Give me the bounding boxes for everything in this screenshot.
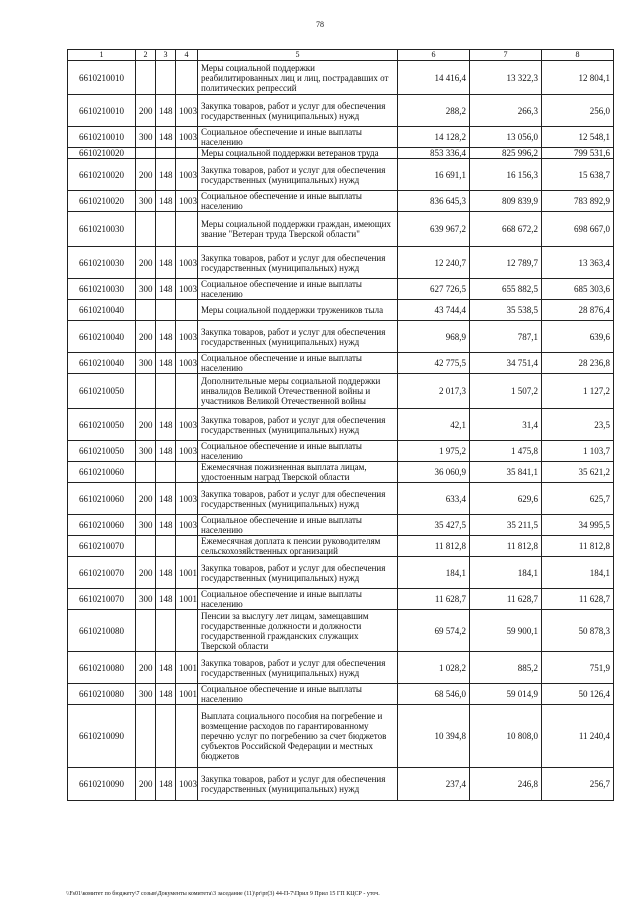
col3-cell: 148 [156,652,176,684]
value-col8-cell: 1 103,7 [542,441,614,462]
header-cell: 5 [198,50,398,61]
col2-cell: 300 [136,279,156,300]
name-cell: Дополнительные меры социальной поддержки инвалидов Великой Отечественной войны и участников Великой Отечественной войны [198,374,398,409]
value-col7-cell: 809 839,9 [470,191,542,212]
col4-cell: 1003 [176,127,198,148]
col3-cell: 148 [156,589,176,610]
value-col6-cell: 35 427,5 [398,515,470,536]
name-cell: Меры социальной поддержки ветеранов труда [198,148,398,159]
value-col8-cell: 50 878,3 [542,610,614,652]
budget-table [67,49,614,801]
name-cell: Меры социальной поддержки тружеников тыла [198,300,398,321]
col3-cell: 148 [156,127,176,148]
value-col6-cell: 1 975,2 [398,441,470,462]
header-cell: 6 [398,50,470,61]
value-col8-cell: 639,6 [542,321,614,353]
col4-cell: 1003 [176,95,198,127]
name-cell: Закупка товаров, работ и услуг для обеспечения государственных (муниципальных) нужд [198,247,398,279]
table-row [68,684,614,705]
value-col7-cell: 10 808,0 [470,705,542,768]
name-cell: Социальное обеспечение и иные выплаты населению [198,441,398,462]
value-col8-cell: 184,1 [542,557,614,589]
col2-cell: 200 [136,321,156,353]
col3-cell: 148 [156,159,176,191]
col2-cell [136,374,156,409]
code-cell: 6610210010 [68,127,136,148]
col3-cell: 148 [156,191,176,212]
value-col6-cell: 10 394,8 [398,705,470,768]
name-cell: Социальное обеспечение и иные выплаты населению [198,127,398,148]
value-col6-cell: 2 017,3 [398,374,470,409]
col4-cell: 1001 [176,589,198,610]
value-col8-cell: 1 127,2 [542,374,614,409]
header-cell: 7 [470,50,542,61]
code-cell: 6610210060 [68,462,136,483]
name-cell: Закупка товаров, работ и услуг для обеспечения государственных (муниципальных) нужд [198,159,398,191]
col2-cell: 300 [136,353,156,374]
value-col6-cell: 968,9 [398,321,470,353]
value-col7-cell: 59 014,9 [470,684,542,705]
code-cell: 6610210060 [68,515,136,536]
value-col8-cell: 12 548,1 [542,127,614,148]
code-cell: 6610210090 [68,705,136,768]
table-row [68,159,614,191]
col3-cell [156,300,176,321]
table-row [68,279,614,300]
value-col6-cell: 237,4 [398,768,470,801]
table-row [68,95,614,127]
table-row [68,353,614,374]
value-col8-cell: 50 126,4 [542,684,614,705]
value-col7-cell: 35 538,5 [470,300,542,321]
value-col6-cell: 68 546,0 [398,684,470,705]
value-col8-cell: 751,9 [542,652,614,684]
col3-cell [156,462,176,483]
code-cell: 6610210060 [68,483,136,515]
col3-cell: 148 [156,247,176,279]
value-col6-cell: 42 775,5 [398,353,470,374]
col2-cell: 200 [136,483,156,515]
col3-cell: 148 [156,557,176,589]
code-cell: 6610210050 [68,409,136,441]
code-cell: 6610210080 [68,652,136,684]
value-col8-cell: 11 628,7 [542,589,614,610]
table-row [68,462,614,483]
code-cell: 6610210030 [68,279,136,300]
name-cell: Закупка товаров, работ и услуг для обеспечения государственных (муниципальных) нужд [198,409,398,441]
name-cell: Ежемесячная пожизненная выплата лицам, удостоенным наград Тверской области [198,462,398,483]
code-cell: 6610210070 [68,557,136,589]
col2-cell: 200 [136,409,156,441]
value-col8-cell: 15 638,7 [542,159,614,191]
value-col7-cell: 668 672,2 [470,212,542,247]
code-cell: 6610210050 [68,374,136,409]
col4-cell: 1003 [176,483,198,515]
header-cell: 4 [176,50,198,61]
name-cell: Социальное обеспечение и иные выплаты населению [198,279,398,300]
code-cell: 6610210070 [68,536,136,557]
code-cell: 6610210020 [68,148,136,159]
table-row [68,441,614,462]
value-col7-cell: 31,4 [470,409,542,441]
value-col8-cell: 625,7 [542,483,614,515]
col2-cell: 200 [136,768,156,801]
name-cell: Социальное обеспечение и иные выплаты населению [198,191,398,212]
value-col6-cell: 42,1 [398,409,470,441]
name-cell: Закупка товаров, работ и услуг для обеспечения государственных (муниципальных) нужд [198,95,398,127]
value-col6-cell: 11 628,7 [398,589,470,610]
col3-cell: 148 [156,321,176,353]
col4-cell [176,61,198,95]
table-row [68,148,614,159]
col2-cell [136,61,156,95]
col2-cell: 200 [136,159,156,191]
col2-cell: 300 [136,589,156,610]
table-row [68,589,614,610]
value-col7-cell: 35 211,5 [470,515,542,536]
col3-cell: 148 [156,279,176,300]
value-col8-cell: 783 892,9 [542,191,614,212]
table-row [68,610,614,652]
col4-cell: 1003 [176,279,198,300]
value-col6-cell: 16 691,1 [398,159,470,191]
col2-cell [136,300,156,321]
value-col8-cell: 28 236,8 [542,353,614,374]
col2-cell [136,462,156,483]
value-col6-cell: 627 726,5 [398,279,470,300]
table-row [68,321,614,353]
code-cell: 6610210080 [68,684,136,705]
col2-cell [136,212,156,247]
value-col7-cell: 885,2 [470,652,542,684]
col4-cell [176,300,198,321]
value-col6-cell: 639 967,2 [398,212,470,247]
code-cell: 6610210030 [68,247,136,279]
value-col7-cell: 184,1 [470,557,542,589]
value-col8-cell: 799 531,6 [542,148,614,159]
table-row [68,515,614,536]
col2-cell: 300 [136,127,156,148]
value-col6-cell: 43 744,4 [398,300,470,321]
code-cell: 6610210010 [68,95,136,127]
value-col6-cell: 633,4 [398,483,470,515]
value-col7-cell: 13 056,0 [470,127,542,148]
table-row [68,191,614,212]
name-cell: Социальное обеспечение и иные выплаты населению [198,684,398,705]
col4-cell [176,148,198,159]
name-cell: Закупка товаров, работ и услуг для обеспечения государственных (муниципальных) нужд [198,483,398,515]
name-cell: Закупка товаров, работ и услуг для обеспечения государственных (муниципальных) нужд [198,768,398,801]
col3-cell: 148 [156,95,176,127]
code-cell: 6610210050 [68,441,136,462]
name-cell: Меры социальной поддержки реабилитированных лиц и лиц, пострадавших от политических репрессий [198,61,398,95]
value-col6-cell: 14 416,4 [398,61,470,95]
code-cell: 6610210090 [68,768,136,801]
table-row [68,652,614,684]
value-col8-cell: 34 995,5 [542,515,614,536]
col4-cell: 1003 [176,441,198,462]
col3-cell: 148 [156,768,176,801]
value-col7-cell: 787,1 [470,321,542,353]
table-row [68,300,614,321]
header-row [68,50,614,61]
col3-cell [156,705,176,768]
value-col6-cell: 184,1 [398,557,470,589]
value-col6-cell: 14 128,2 [398,127,470,148]
table-row [68,374,614,409]
value-col8-cell: 11 240,4 [542,705,614,768]
table-row [68,212,614,247]
value-col7-cell: 655 882,5 [470,279,542,300]
value-col8-cell: 685 303,6 [542,279,614,300]
col2-cell: 200 [136,652,156,684]
col2-cell: 200 [136,247,156,279]
value-col8-cell: 28 876,4 [542,300,614,321]
header-cell: 2 [136,50,156,61]
code-cell: 6610210040 [68,321,136,353]
name-cell: Закупка товаров, работ и услуг для обеспечения государственных (муниципальных) нужд [198,321,398,353]
code-cell: 6610210020 [68,191,136,212]
col4-cell: 1003 [176,159,198,191]
value-col6-cell: 12 240,7 [398,247,470,279]
col2-cell: 200 [136,557,156,589]
name-cell: Закупка товаров, работ и услуг для обеспечения государственных (муниципальных) нужд [198,557,398,589]
value-col7-cell: 11 628,7 [470,589,542,610]
table-row [68,127,614,148]
col4-cell: 1003 [176,321,198,353]
col3-cell: 148 [156,409,176,441]
col3-cell [156,610,176,652]
name-cell: Меры социальной поддержки граждан, имеющих звание "Ветеран труда Тверской области" [198,212,398,247]
header-cell: 1 [68,50,136,61]
value-col7-cell: 12 789,7 [470,247,542,279]
col2-cell: 200 [136,95,156,127]
col2-cell [136,148,156,159]
col3-cell [156,61,176,95]
col4-cell [176,374,198,409]
code-cell: 6610210040 [68,300,136,321]
col4-cell: 1003 [176,191,198,212]
col4-cell [176,536,198,557]
col3-cell: 148 [156,353,176,374]
col4-cell [176,462,198,483]
col3-cell: 148 [156,684,176,705]
col4-cell: 1003 [176,515,198,536]
code-cell: 6610210080 [68,610,136,652]
col3-cell: 148 [156,441,176,462]
value-col8-cell: 35 621,2 [542,462,614,483]
value-col8-cell: 13 363,4 [542,247,614,279]
value-col7-cell: 1 475,8 [470,441,542,462]
col3-cell [156,536,176,557]
col4-cell [176,212,198,247]
value-col7-cell: 629,6 [470,483,542,515]
code-cell: 6610210020 [68,159,136,191]
col4-cell: 1001 [176,557,198,589]
col2-cell: 300 [136,684,156,705]
page-number: 78 [316,20,324,29]
value-col8-cell: 11 812,8 [542,536,614,557]
col2-cell: 300 [136,191,156,212]
header-cell: 3 [156,50,176,61]
value-col7-cell: 13 322,3 [470,61,542,95]
col3-cell: 148 [156,483,176,515]
value-col8-cell: 256,0 [542,95,614,127]
name-cell: Социальное обеспечение и иные выплаты населению [198,589,398,610]
col2-cell: 300 [136,441,156,462]
col2-cell [136,536,156,557]
value-col8-cell: 23,5 [542,409,614,441]
code-cell: 6610210070 [68,589,136,610]
table-row [68,536,614,557]
col4-cell: 1003 [176,353,198,374]
col2-cell: 300 [136,515,156,536]
code-cell: 6610210010 [68,61,136,95]
value-col8-cell: 698 667,0 [542,212,614,247]
table-row [68,557,614,589]
name-cell: Социальное обеспечение и иные выплаты населению [198,353,398,374]
name-cell: Социальное обеспечение и иные выплаты населению [198,515,398,536]
code-cell: 6610210040 [68,353,136,374]
value-col7-cell: 266,3 [470,95,542,127]
col3-cell [156,212,176,247]
col4-cell: 1003 [176,768,198,801]
header-cell: 8 [542,50,614,61]
col4-cell: 1003 [176,409,198,441]
table-row [68,61,614,95]
value-col6-cell: 36 060,9 [398,462,470,483]
name-cell: Закупка товаров, работ и услуг для обеспечения государственных (муниципальных) нужд [198,652,398,684]
value-col7-cell: 59 900,1 [470,610,542,652]
value-col6-cell: 69 574,2 [398,610,470,652]
name-cell: Ежемесячная доплата к пенсии руководителям сельскохозяйственных организаций [198,536,398,557]
value-col6-cell: 288,2 [398,95,470,127]
value-col8-cell: 256,7 [542,768,614,801]
col3-cell [156,148,176,159]
value-col7-cell: 34 751,4 [470,353,542,374]
value-col7-cell: 11 812,8 [470,536,542,557]
col4-cell [176,610,198,652]
col4-cell: 1001 [176,684,198,705]
name-cell: Пенсии за выслугу лет лицам, замещавшим государственные должности и должности государственной гражданских служащих Тверской области [198,610,398,652]
col4-cell: 1001 [176,652,198,684]
value-col6-cell: 11 812,8 [398,536,470,557]
col3-cell: 148 [156,515,176,536]
footer-path: \\Fs01\комитет по бюджету\7 созыв\Документы комитета\3 заседание (11)\pr\pr(3) 44-П-7\Прил 9 Прил 15 ГП КЦСР - уточ. [66,891,380,897]
col3-cell [156,374,176,409]
table-row [68,483,614,515]
value-col6-cell: 836 645,3 [398,191,470,212]
code-cell: 6610210030 [68,212,136,247]
value-col7-cell: 35 841,1 [470,462,542,483]
col4-cell [176,705,198,768]
table-row [68,247,614,279]
col4-cell: 1003 [176,247,198,279]
table-row [68,768,614,801]
table-body [68,61,614,801]
table-row [68,705,614,768]
value-col6-cell: 853 336,4 [398,148,470,159]
value-col7-cell: 246,8 [470,768,542,801]
name-cell: Выплата социального пособия на погребение и возмещение расходов по гарантированному перечню услуг по погребению за счет бюджетов субъектов Российской Федерации и местных бюджетов [198,705,398,768]
value-col8-cell: 12 804,1 [542,61,614,95]
col2-cell [136,610,156,652]
table-row [68,409,614,441]
value-col7-cell: 1 507,2 [470,374,542,409]
value-col7-cell: 825 996,2 [470,148,542,159]
col2-cell [136,705,156,768]
value-col6-cell: 1 028,2 [398,652,470,684]
value-col7-cell: 16 156,3 [470,159,542,191]
